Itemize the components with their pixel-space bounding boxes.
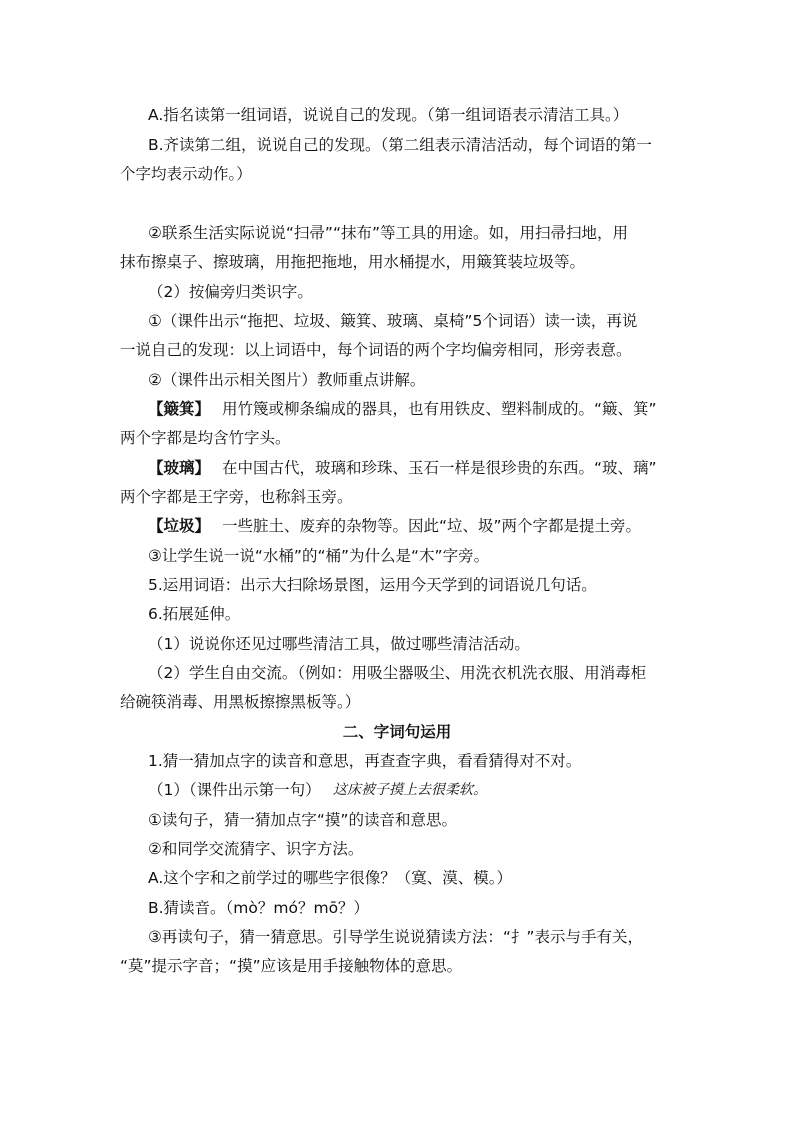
section-heading: 二、字词句运用 <box>342 723 452 741</box>
text-line: ③再读句子，猜一猜意思。引导学生说说猜读方法：“扌”表示与手有关， <box>148 928 643 946</box>
text-line: ①读句子，猜一猜加点字“摸”的读音和意思。 <box>148 811 457 829</box>
text-line: A.指名读第一组词语，说说自己的发现。（第一组词语表示清洁工具。） <box>148 106 629 124</box>
text-line: 抹布擦桌子、擦玻璃，用拖把拖地，用水桶提水，用簸箕装垃圾等。 <box>120 253 586 271</box>
text-line: 6.拓展延伸。 <box>148 605 241 623</box>
text-line: 两个字都是均含竹字头。 <box>120 429 291 447</box>
text-line: A.这个字和之前学过的哪些字很像？（寞、漠、模。） <box>148 869 513 887</box>
text-line: （2）按偏旁归类识字。 <box>148 283 313 301</box>
text-line: 两个字都是王字旁，也称斜玉旁。 <box>120 488 353 506</box>
text-line: 5.运用词语：出示大扫除场景图，运用今天学到的词语说几句话。 <box>148 576 597 594</box>
text-line: ③让学生说一说“水桶”的“桶”为什么是“木”字旁。 <box>148 547 490 565</box>
text-line: 用竹篾或柳条编成的器具，也有用铁皮、塑料制成的。“簸、箕” <box>222 400 657 418</box>
text-line: ②和同学交流猜字、识字方法。 <box>148 840 364 858</box>
example-sentence: 这床被子摸上去很柔软。 <box>333 782 487 798</box>
text-line: 1.猜一猜加点字的读音和意思，再查查字典，看看猜得对不对。 <box>148 752 582 770</box>
text-line: ①（课件出示“拖把、垃圾、簸箕、玻璃、桌椅”5个词语）读一读，再说 <box>148 312 638 330</box>
text-line: 给碗筷消毒、用黑板擦擦黑板等。） <box>120 693 361 711</box>
text-line: ②（课件出示相关图片）教师重点讲解。 <box>148 371 426 389</box>
text-line: 在中国古代，玻璃和珍珠、玉石一样是很珍贵的东西。“玻、璃” <box>222 459 657 477</box>
term-label: 【玻璃】 <box>148 459 211 477</box>
text-line: （1）说说你还见过哪些清洁工具，做过哪些清洁活动。 <box>148 635 530 653</box>
text-line: B.猜读音。（mò？mó？mō？） <box>148 899 370 917</box>
text-line: 一些脏土、废弃的杂物等。因此“垃、圾”两个字都是提土旁。 <box>222 517 642 535</box>
text-line: 一说自己的发现：以上词语中，每个词语的两个字均偏旁相同，形旁表意。 <box>120 341 632 359</box>
text-line: ②联系生活实际说说“扫帚”“抹布”等工具的用途。如，用扫帚扫地，用 <box>148 224 629 242</box>
text-line: “莫”提示字音；“摸”应该是用手接触物体的意思。 <box>120 957 463 975</box>
term-label: 【垃圾】 <box>148 517 211 535</box>
text-line: （1）（课件出示第一句） <box>148 781 321 799</box>
text-line: 个字均表示动作。） <box>120 165 252 183</box>
text-line: B.齐读第二组，说说自己的发现。（第二组表示清洁活动，每个词语的第一 <box>148 136 652 154</box>
term-label: 【簸箕】 <box>148 400 211 418</box>
text-line: （2）学生自由交流。（例如：用吸尘器吸尘、用洗衣机洗衣服、用消毒柜 <box>148 664 647 682</box>
